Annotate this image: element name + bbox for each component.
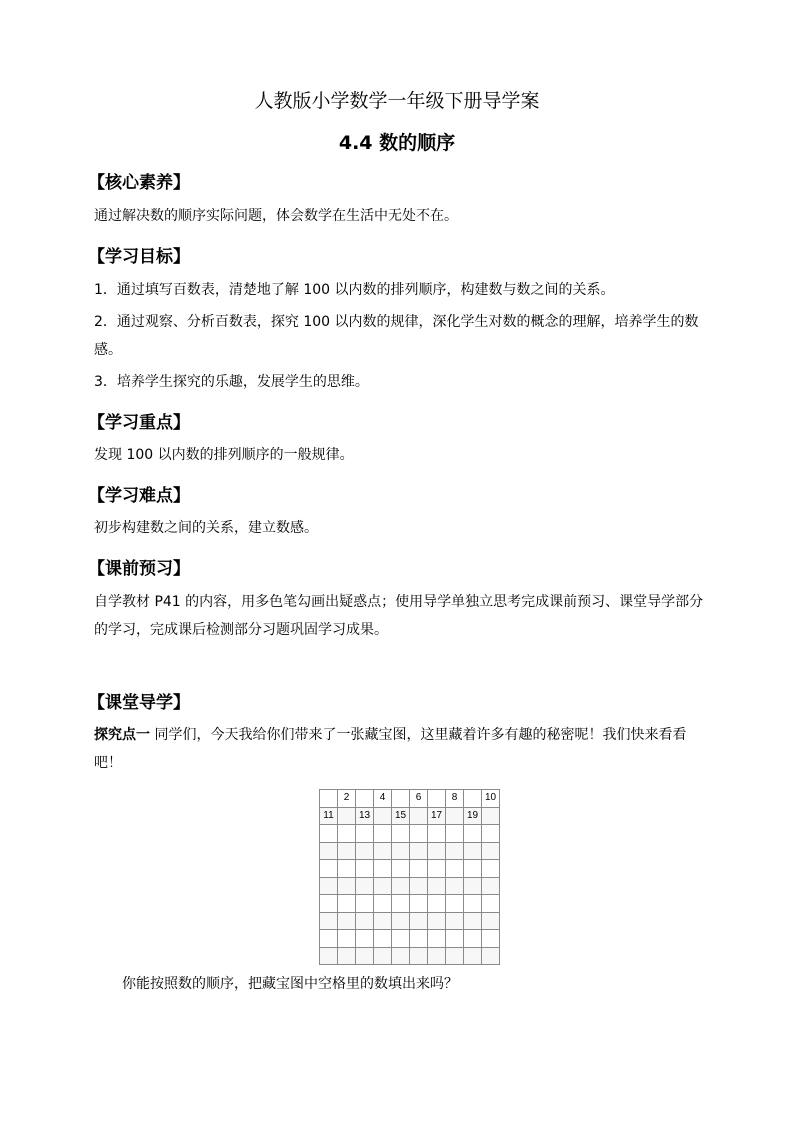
grid-cell — [464, 860, 482, 878]
core-text: 通过解决数的顺序实际问题，体会数学在生活中无处不在。 — [94, 208, 458, 224]
grid-cell — [446, 807, 464, 825]
grid-cell — [428, 930, 446, 948]
goal-item-2: 2．通过观察、分析百数表，探究 100 以内数的规律，深化学生对数的概念的理解，培养学生的数感。 — [94, 314, 699, 358]
grid-cell — [338, 807, 356, 825]
grid-cell — [446, 842, 464, 860]
classroom-heading: 【课堂导学】 — [88, 693, 190, 713]
grid-cell — [392, 930, 410, 948]
grid-cell — [374, 930, 392, 948]
fill-question: 你能按照数的顺序，把藏宝图中空格里的数填出来吗？ — [122, 976, 458, 992]
grid-cell — [320, 947, 338, 965]
grid-cell — [446, 947, 464, 965]
grid-cell — [464, 877, 482, 895]
grid-cell — [410, 825, 428, 843]
grid-cell: 15 — [392, 807, 410, 825]
key-text: 发现 100 以内数的排列顺序的一般规律。 — [94, 447, 354, 463]
grid-cell — [446, 912, 464, 930]
goals-heading: 【学习目标】 — [88, 247, 190, 267]
lesson-title: 4.4 数的顺序 — [338, 132, 456, 154]
grid-cell — [464, 947, 482, 965]
grid-cell — [374, 877, 392, 895]
grid-cell: 2 — [338, 790, 356, 808]
grid-cell — [482, 807, 500, 825]
grid-cell — [410, 947, 428, 965]
grid-cell — [338, 895, 356, 913]
difficulty-text: 初步构建数之间的关系，建立数感。 — [94, 520, 318, 536]
grid-cell — [464, 912, 482, 930]
grid-cell — [410, 842, 428, 860]
grid-cell — [356, 912, 374, 930]
grid-cell — [392, 877, 410, 895]
grid-row — [320, 807, 500, 825]
explore-text: 同学们，今天我给你们带来了一张藏宝图，这里藏着许多有趣的秘密呢！我们快来看看吧！ — [94, 727, 687, 771]
grid-cell — [464, 825, 482, 843]
grid-cell — [410, 877, 428, 895]
grid-cell — [482, 860, 500, 878]
goal-item-3: 3．培养学生探究的乐趣，发展学生的思维。 — [94, 374, 369, 390]
grid-cell — [320, 790, 338, 808]
grid-cell: 13 — [356, 807, 374, 825]
grid-cell — [428, 860, 446, 878]
grid-cell — [320, 842, 338, 860]
preview-heading: 【课前预习】 — [88, 559, 190, 579]
grid-cell — [392, 947, 410, 965]
grid-cell — [374, 842, 392, 860]
grid-cell: 6 — [410, 790, 428, 808]
grid-cell — [464, 842, 482, 860]
grid-cell — [464, 930, 482, 948]
grid-cell — [338, 912, 356, 930]
grid-cell: 17 — [428, 807, 446, 825]
grid-cell — [482, 947, 500, 965]
grid-cell — [464, 895, 482, 913]
grid-cell — [464, 790, 482, 808]
grid-cell: 8 — [446, 790, 464, 808]
grid-cell — [320, 825, 338, 843]
grid-cell — [338, 825, 356, 843]
grid-cell — [446, 895, 464, 913]
grid-cell — [482, 912, 500, 930]
grid-cell — [410, 895, 428, 913]
grid-cell: 10 — [482, 790, 500, 808]
grid-cell — [374, 947, 392, 965]
grid-cell — [338, 947, 356, 965]
grid-cell — [446, 877, 464, 895]
grid-cell — [446, 860, 464, 878]
grid-cell — [410, 860, 428, 878]
grid-cell — [338, 860, 356, 878]
grid-cell — [356, 895, 374, 913]
grid-cell: 19 — [464, 807, 482, 825]
grid-cell — [482, 825, 500, 843]
grid-row — [320, 790, 500, 808]
grid-row — [320, 930, 500, 948]
grid-cell — [482, 895, 500, 913]
document-title: 人教版小学数学一年级下册导学案 — [254, 90, 540, 112]
grid-cell — [428, 947, 446, 965]
grid-cell: 11 — [320, 807, 338, 825]
explore-paragraph — [94, 721, 706, 777]
grid-cell — [356, 930, 374, 948]
grid-cell: 4 — [374, 790, 392, 808]
grid-row — [320, 947, 500, 965]
grid-cell — [482, 930, 500, 948]
grid-cell — [320, 877, 338, 895]
grid-row — [320, 895, 500, 913]
grid-cell — [320, 895, 338, 913]
explore-label: 探究点一 — [94, 727, 150, 743]
grid-cell — [320, 860, 338, 878]
grid-row — [320, 825, 500, 843]
grid-cell — [410, 930, 428, 948]
core-heading: 【核心素养】 — [88, 173, 190, 193]
preview-text: 自学教材 P41 的内容，用多色笔勾画出疑惑点；使用导学单独立思考完成课前预习、课堂导学部分的学习，完成课后检测部分习题巩固学习成果。 — [94, 594, 704, 638]
treasure-map-grid — [319, 789, 500, 965]
grid-cell — [392, 825, 410, 843]
goal-item-1: 1．通过填写百数表，清楚地了解 100 以内数的排列顺序，构建数与数之间的关系。 — [94, 282, 615, 298]
grid-cell — [356, 877, 374, 895]
grid-cell — [338, 877, 356, 895]
grid-cell — [374, 895, 392, 913]
grid-cell — [392, 912, 410, 930]
grid-cell — [356, 947, 374, 965]
grid-cell — [392, 895, 410, 913]
grid-row — [320, 877, 500, 895]
grid-cell — [392, 790, 410, 808]
grid-cell — [428, 912, 446, 930]
grid-cell — [428, 790, 446, 808]
difficulty-heading: 【学习难点】 — [88, 486, 190, 506]
grid-cell — [356, 860, 374, 878]
grid-cell — [392, 842, 410, 860]
grid-cell — [410, 807, 428, 825]
grid-cell — [338, 842, 356, 860]
grid-cell — [428, 842, 446, 860]
grid-cell — [356, 790, 374, 808]
grid-cell — [320, 912, 338, 930]
grid-cell — [356, 842, 374, 860]
grid-row — [320, 912, 500, 930]
grid-cell — [320, 930, 338, 948]
grid-cell — [428, 877, 446, 895]
grid-cell — [374, 825, 392, 843]
grid-cell — [428, 825, 446, 843]
grid-cell — [482, 877, 500, 895]
grid-cell — [374, 912, 392, 930]
grid-cell — [482, 842, 500, 860]
grid-cell — [374, 860, 392, 878]
key-heading: 【学习重点】 — [88, 413, 190, 433]
grid-row — [320, 860, 500, 878]
grid-cell — [446, 930, 464, 948]
grid-cell — [338, 930, 356, 948]
grid-cell — [428, 895, 446, 913]
grid-row — [320, 842, 500, 860]
grid-cell — [374, 807, 392, 825]
grid-cell — [446, 825, 464, 843]
grid-cell — [392, 860, 410, 878]
grid-cell — [356, 825, 374, 843]
grid-cell — [410, 912, 428, 930]
